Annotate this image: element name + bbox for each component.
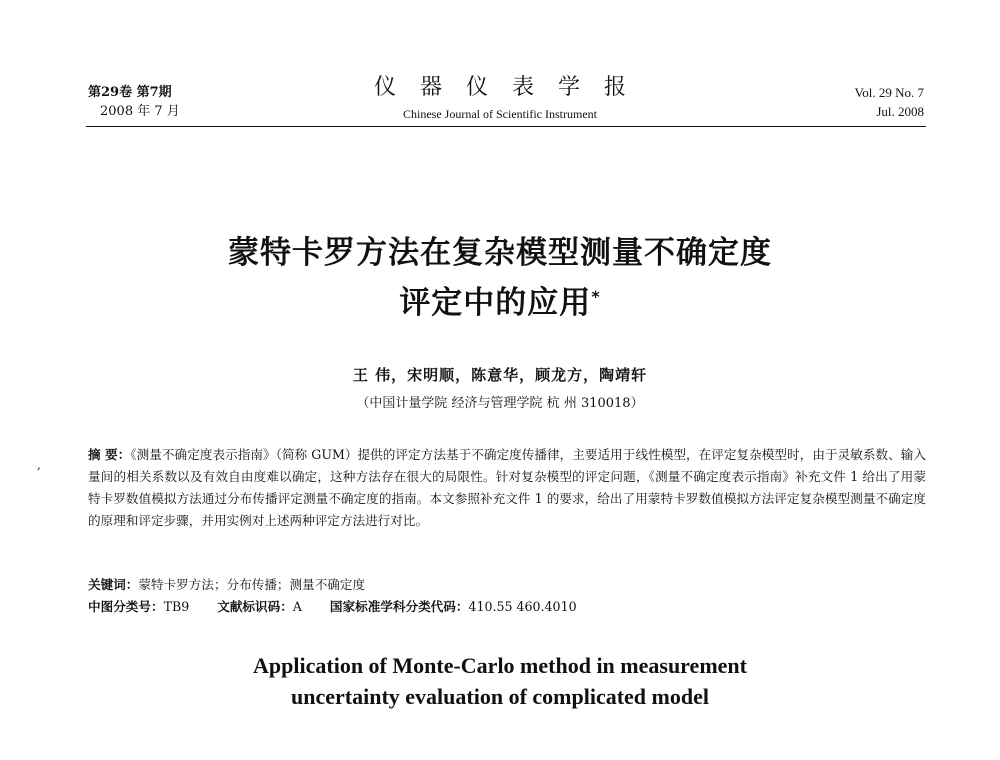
header-right [855, 83, 924, 121]
doc-code-label: 文献标识码： [217, 599, 293, 614]
author-affiliation: （中国计量学院 经济与管理学院 杭 州 310018） [356, 396, 644, 411]
title-line-1: 蒙特卡罗方法在复杂模型测量不确定度 [228, 235, 772, 271]
clc-label: 中图分类号： [88, 599, 164, 614]
clc-value: TB9 [163, 599, 190, 614]
abstract-text: 《测量不确定度表示指南》（简称 GUM）提供的评定方法基于不确定度传播律，主要适用于线性模型，在评定复杂模型时，由于灵敏系数、输入量间的相关系数以及有效自由度难以确定，这种方法存在很大的局限性。针对复杂模型的评定问题，《测量不确定度表示指南》补充文件 1 给出了用蒙特卡罗数值模拟方法通过分布传播评定测量不确定度的指南。本文参照补充文件 1 的要求，给出了用蒙特卡罗数值模拟方法评定复杂模型测量不确定度的原理和评定步骤，并用实例对上述两种评定方法进行对比。 [88, 447, 926, 528]
date-cn: 2008 年 7 月 [100, 104, 180, 119]
journal-name-en: Chinese Journal of Scientific Instrument [403, 107, 597, 121]
abstract [88, 444, 926, 532]
keywords-label: 关键词： [88, 577, 139, 592]
english-title-line-1: Application of Monte-Carlo method in measurement [253, 653, 747, 678]
article-title [150, 228, 850, 328]
classification-codes [88, 597, 926, 617]
keywords [88, 575, 926, 595]
margin-mark: , [37, 458, 41, 472]
header-rule [86, 126, 926, 127]
national-code-label: 国家标准学科分类代码： [329, 599, 469, 614]
volume-issue-cn: 第29卷 第7期 [88, 85, 172, 100]
journal-name-cn: 仪器仪表学报 [373, 75, 650, 100]
english-title [150, 650, 850, 712]
date-en: Jul. 2008 [876, 104, 924, 119]
national-code-value: 410.55 460.4010 [468, 599, 577, 614]
title-footnote-mark: * [591, 287, 601, 306]
doc-code-value: A [292, 599, 302, 614]
author-list: 王 伟，宋明顺，陈意华，顾龙方，陶靖轩 [352, 366, 648, 384]
journal-masthead [330, 74, 670, 123]
volume-issue-en: Vol. 29 No. 7 [854, 85, 924, 100]
title-line-2: 评定中的应用 [399, 285, 592, 321]
english-title-line-2: uncertainty evaluation of complicated model [291, 684, 709, 709]
header-left [88, 83, 180, 121]
abstract-label: 摘 要： [88, 447, 131, 462]
keywords-text: 蒙特卡罗方法；分布传播；测量不确定度 [138, 577, 366, 592]
